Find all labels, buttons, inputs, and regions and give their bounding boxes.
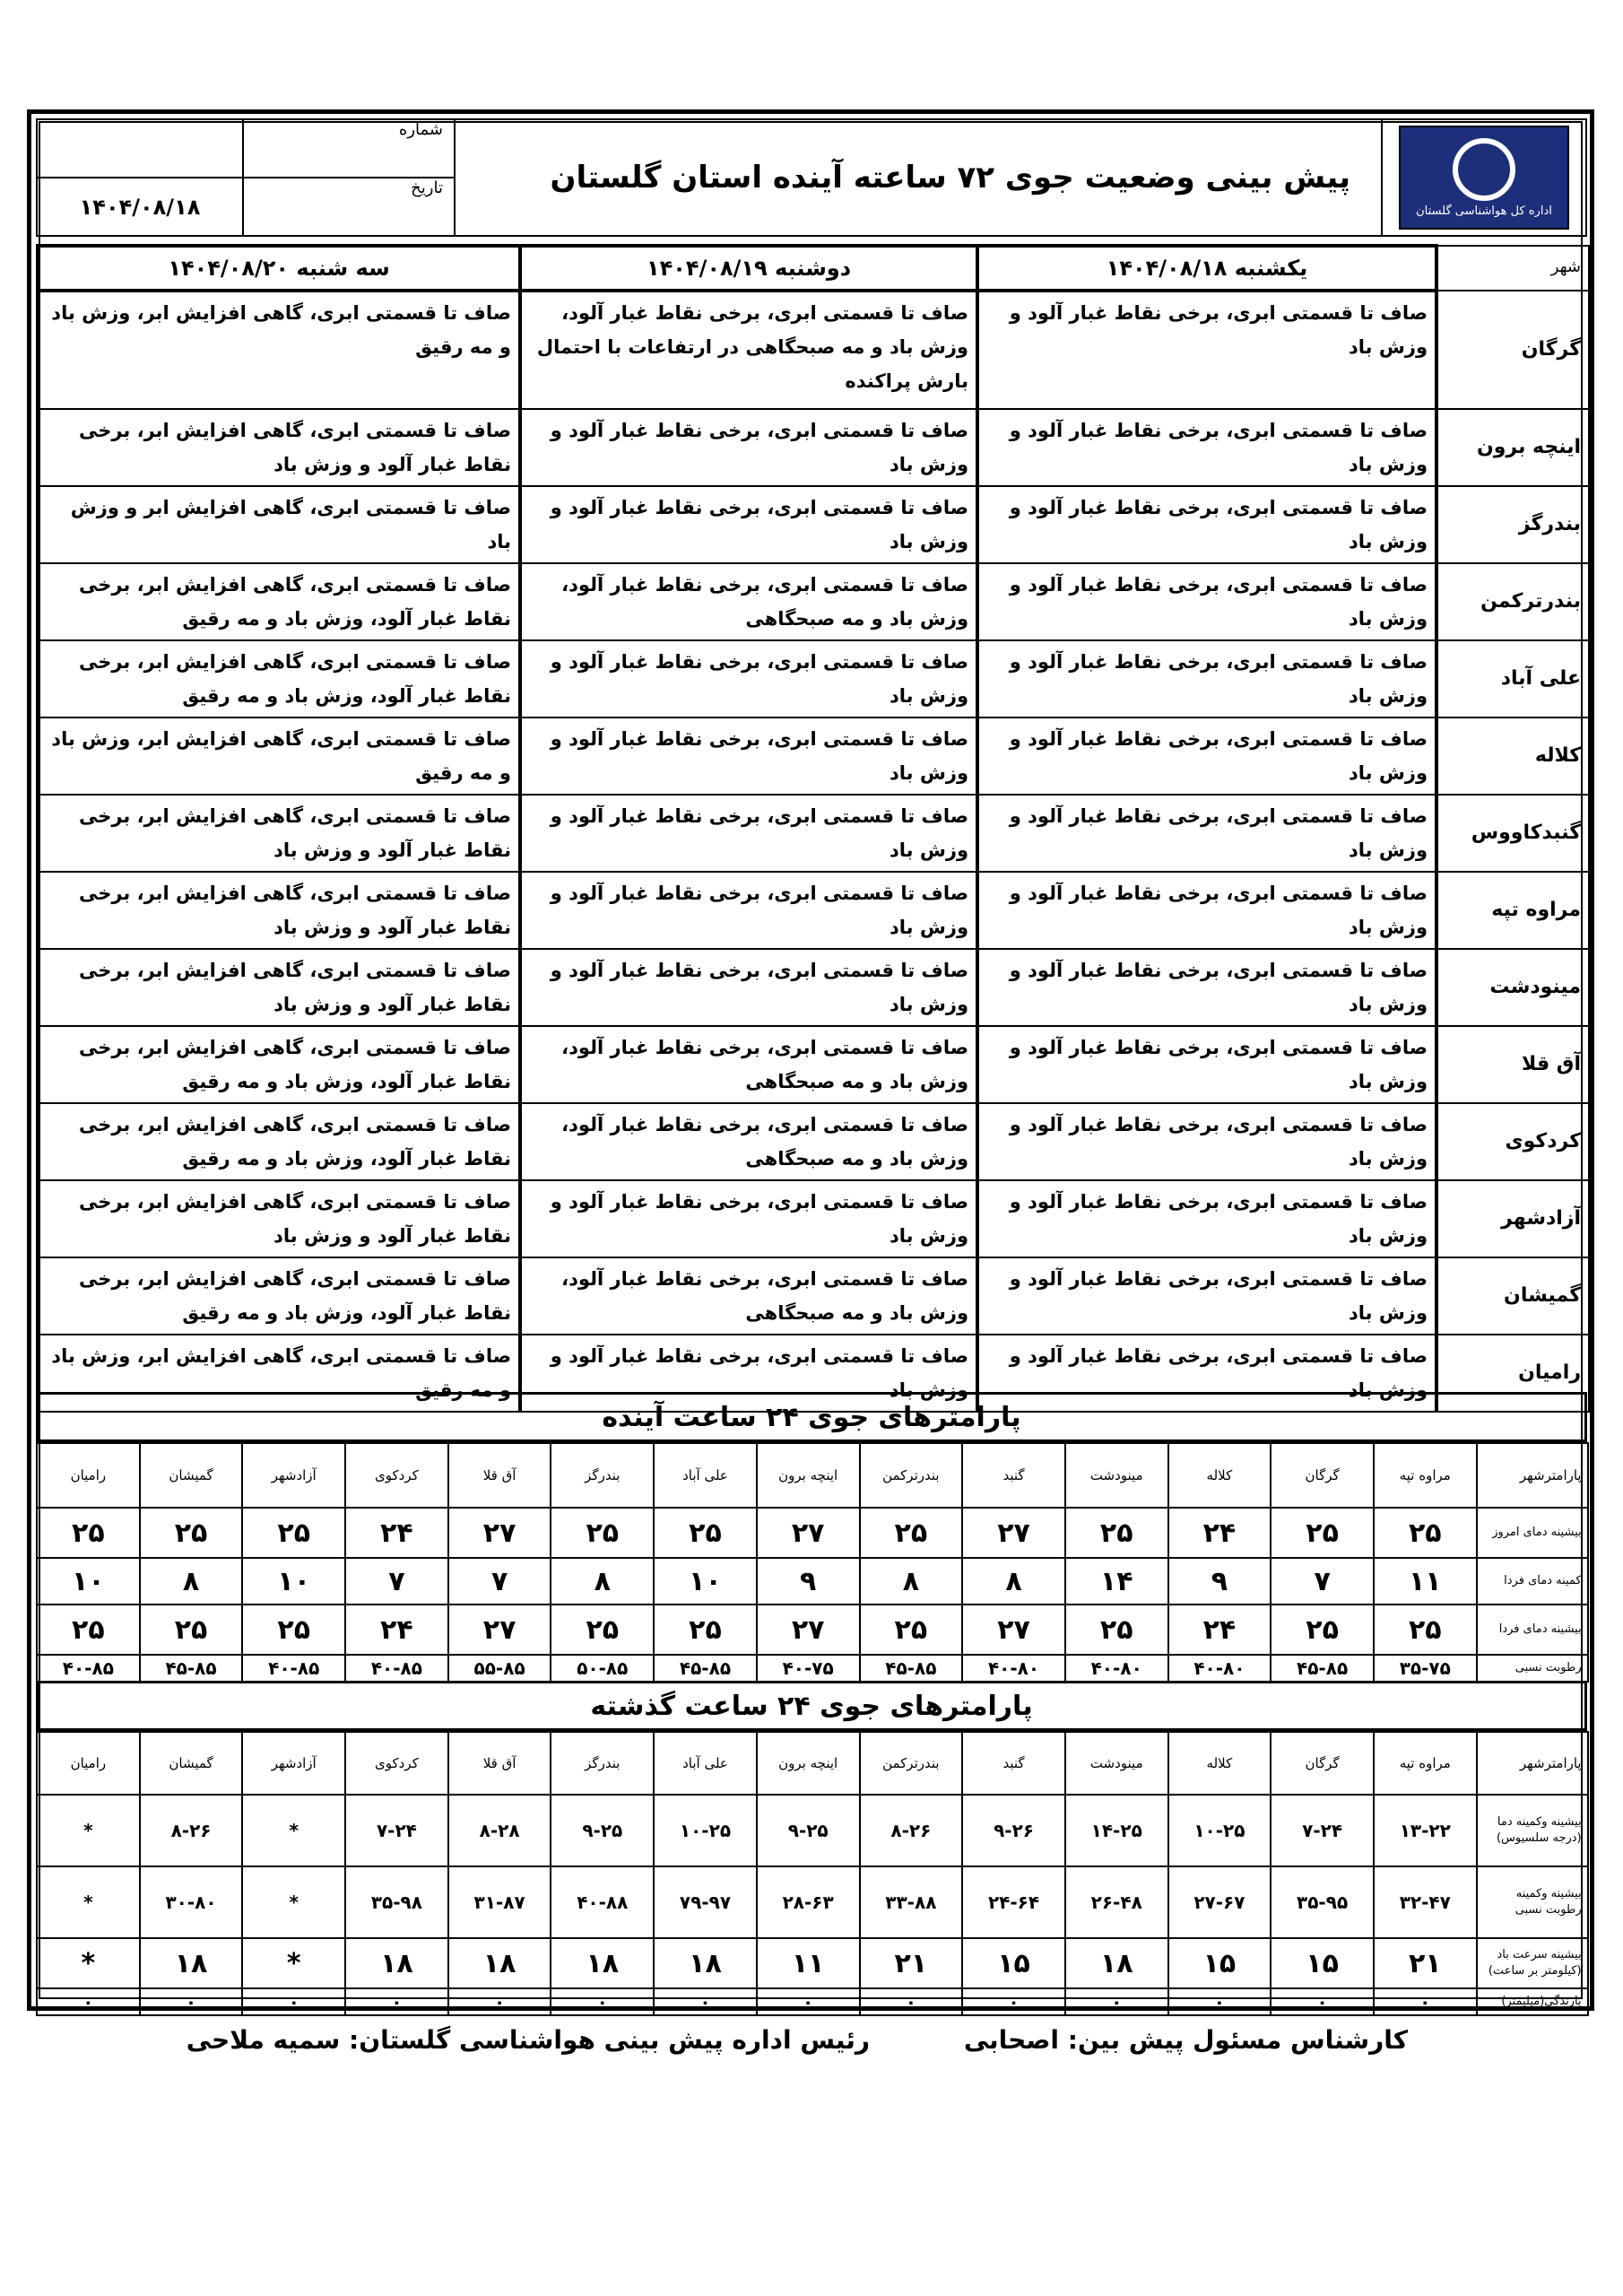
next24-value: ۲۵ [1374, 1605, 1477, 1655]
next24-row [37, 1558, 1588, 1605]
logo-caption: اداره کل هواشناسی گلستان [1416, 204, 1552, 218]
past24-city-header: مراوه تپه [1374, 1732, 1477, 1795]
next24-value: ۴۰-۸۵ [37, 1655, 140, 1682]
forecast-day2: صاف تا قسمتی ابری، برخی نقاط غبار آلود، وزش باد و مه صبحگاهی [520, 1026, 977, 1103]
forecast-day3: صاف تا قسمتی ابری، گاهی افزایش ابر، برخی نقاط غبار آلود و وزش باد [38, 1180, 520, 1257]
past24-city-header: رامیان [37, 1732, 140, 1795]
next24-city-header: بندرگز [551, 1443, 654, 1508]
past24-city-header: آق قلا [448, 1732, 551, 1795]
next24-value: ۳۵-۷۵ [1374, 1655, 1477, 1682]
next24-city-header: بندرترکمن [860, 1443, 963, 1508]
forecast-day1: صاف تا قسمتی ابری، برخی نقاط غبار آلود و وزش باد [977, 409, 1436, 486]
next24-row-label: رطوبت نسبی [1477, 1655, 1588, 1682]
past24-city-header: مینودشت [1065, 1732, 1168, 1795]
past24-city-header: گنبد [962, 1732, 1065, 1795]
next24-city-header: گرگان [1271, 1443, 1374, 1508]
forecast-day3: صاف تا قسمتی ابری، گاهی افزایش ابر، برخی نقاط غبار آلود، وزش باد و مه رقیق [38, 1257, 520, 1335]
next24-row-label: بیشینه دمای فردا [1477, 1605, 1588, 1655]
forecast-city: مینودشت [1436, 949, 1589, 1026]
past24-value: ۷-۲۴ [1271, 1795, 1374, 1866]
forecast-day2: صاف تا قسمتی ابری، برخی نقاط غبار آلود و وزش باد [520, 795, 977, 872]
past24-value: ۰ [37, 1988, 140, 2015]
next24-value: ۸ [962, 1558, 1065, 1605]
past24-value: ۰ [1374, 1988, 1477, 2015]
past24-city-header: کلاله [1168, 1732, 1271, 1795]
past24-value: ۰ [1168, 1988, 1271, 2015]
past24-value: ۰ [1271, 1988, 1374, 2015]
forecast-day3: صاف تا قسمتی ابری، گاهی افزایش ابر، برخی نقاط غبار آلود و وزش باد [38, 795, 520, 872]
forecast-row [38, 1103, 1589, 1180]
next24-value: ۹ [1168, 1558, 1271, 1605]
head-signature: رئیس اداره پیش بینی هواشناسی گلستان: سمیه ملاحی [186, 2025, 870, 2055]
past24-value: ۱۸ [345, 1938, 448, 1988]
next24-table [36, 1442, 1589, 1683]
next24-value: ۴۰-۸۰ [1065, 1655, 1168, 1682]
past24-city-header: اینچه برون [757, 1732, 860, 1795]
past24-value: * [37, 1938, 140, 1988]
next24-value: ۷ [448, 1558, 551, 1605]
next24-value: ۲۷ [757, 1605, 860, 1655]
next24-value: ۸ [860, 1558, 963, 1605]
next24-value: ۲۵ [37, 1605, 140, 1655]
past24-row [37, 1988, 1588, 2015]
next24-value: ۲۴ [345, 1508, 448, 1558]
forecast-city: آق قلا [1436, 1026, 1589, 1103]
next24-value: ۲۵ [551, 1508, 654, 1558]
expert-signature: کارشناس مسئول پیش بین: اصحابی [963, 2025, 1408, 2055]
past24-value: ۱۸ [654, 1938, 757, 1988]
document-header [36, 118, 1587, 237]
past24-value: ۳۲-۴۷ [1374, 1866, 1477, 1938]
forecast-row [38, 718, 1589, 795]
next24-value: ۱۱ [1374, 1558, 1477, 1605]
forecast-day3: صاف تا قسمتی ابری، گاهی افزایش ابر، برخی نقاط غبار آلود، وزش باد و مه رقیق [38, 1103, 520, 1180]
next24-value: ۲۷ [448, 1508, 551, 1558]
next24-city-header: علی آباد [654, 1443, 757, 1508]
forecast-day2: صاف تا قسمتی ابری، برخی نقاط غبار آلود و وزش باد [520, 640, 977, 718]
past24-value: ۱۴-۲۵ [1065, 1795, 1168, 1866]
forecast-city: رامیان [1436, 1335, 1589, 1412]
forecast-day2: صاف تا قسمتی ابری، برخی نقاط غبار آلود، وزش باد و مه صبحگاهی در ارتفاعات با احتمال بارش پراکنده [520, 291, 977, 409]
past24-value: ۰ [345, 1988, 448, 2015]
past24-value: * [242, 1938, 345, 1988]
next24-value: ۹ [757, 1558, 860, 1605]
past24-value: ۳۵-۹۵ [1271, 1866, 1374, 1938]
past24-value: ۲۶-۴۸ [1065, 1866, 1168, 1938]
next24-row [37, 1655, 1588, 1682]
next24-value: ۵۵-۸۵ [448, 1655, 551, 1682]
past24-value: ۷-۲۴ [345, 1795, 448, 1866]
next24-value: ۲۵ [140, 1508, 243, 1558]
past24-value: * [37, 1866, 140, 1938]
next24-value: ۲۷ [962, 1605, 1065, 1655]
past24-city-header: گرگان [1271, 1732, 1374, 1795]
next24-header-label: پارامترشهر [1477, 1443, 1588, 1508]
day-header-2: دوشنبه ۱۴۰۴/۰۸/۱۹ [520, 246, 977, 291]
forecast-row [38, 1257, 1589, 1335]
forecast-day3: صاف تا قسمتی ابری، گاهی افزایش ابر، برخی نقاط غبار آلود، وزش باد و مه رقیق [38, 1026, 520, 1103]
forecast-day3: صاف تا قسمتی ابری، گاهی افزایش ابر و وزش باد [38, 486, 520, 563]
past24-value: ۱۰-۲۵ [1168, 1795, 1271, 1866]
forecast-city: کلاله [1436, 718, 1589, 795]
next24-value: ۲۵ [1065, 1605, 1168, 1655]
day-header-1: یکشنبه ۱۴۰۴/۰۸/۱۸ [977, 246, 1436, 291]
past24-value: ۹-۲۵ [551, 1795, 654, 1866]
number-label: شماره [243, 119, 455, 178]
past24-value: ۱۱ [757, 1938, 860, 1988]
forecast-day1: صاف تا قسمتی ابری، برخی نقاط غبار آلود و وزش باد [977, 1103, 1436, 1180]
past24-value: ۸-۲۸ [448, 1795, 551, 1866]
forecast-day3: صاف تا قسمتی ابری، گاهی افزایش ابر، برخی نقاط غبار آلود و وزش باد [38, 409, 520, 486]
past24-row [37, 1938, 1588, 1988]
forecast-row [38, 563, 1589, 640]
past24-header-label: پارامترشهر [1477, 1732, 1588, 1795]
next24-value: ۲۵ [551, 1605, 654, 1655]
logo-cell [1382, 119, 1586, 236]
forecast-city: گمیشان [1436, 1257, 1589, 1335]
forecast-city: مراوه تپه [1436, 872, 1589, 949]
forecast-day1: صاف تا قسمتی ابری، برخی نقاط غبار آلود و وزش باد [977, 291, 1436, 409]
next24-row-label: کمینه دمای فردا [1477, 1558, 1588, 1605]
forecast-day2: صاف تا قسمتی ابری، برخی نقاط غبار آلود و وزش باد [520, 1180, 977, 1257]
next24-row [37, 1508, 1588, 1558]
forecast-day1: صاف تا قسمتی ابری، برخی نقاط غبار آلود و وزش باد [977, 718, 1436, 795]
next24-title: پارامترهای جوی ۲۴ ساعت آینده [36, 1392, 1587, 1442]
forecast-day1: صاف تا قسمتی ابری، برخی نقاط غبار آلود و وزش باد [977, 949, 1436, 1026]
logo-emblem-icon [1453, 138, 1515, 201]
past24-table [36, 1731, 1589, 2016]
forecast-day2: صاف تا قسمتی ابری، برخی نقاط غبار آلود، وزش باد و مه صبحگاهی [520, 563, 977, 640]
past24-value: ۱۳-۲۲ [1374, 1795, 1477, 1866]
forecast-day1: صاف تا قسمتی ابری، برخی نقاط غبار آلود و وزش باد [977, 872, 1436, 949]
next24-value: ۲۷ [757, 1508, 860, 1558]
next24-value: ۴۵-۸۵ [654, 1655, 757, 1682]
next24-value: ۲۴ [345, 1605, 448, 1655]
forecast-day3: صاف تا قسمتی ابری، گاهی افزایش ابر، برخی نقاط غبار آلود، وزش باد و مه رقیق [38, 563, 520, 640]
forecast-row [38, 291, 1589, 409]
forecast-row [38, 640, 1589, 718]
next24-value: ۷ [345, 1558, 448, 1605]
next24-value: ۲۵ [37, 1508, 140, 1558]
next24-value: ۲۵ [654, 1508, 757, 1558]
next24-value: ۲۵ [1271, 1508, 1374, 1558]
next24-value: ۸ [140, 1558, 243, 1605]
next24-value: ۵۰-۸۵ [551, 1655, 654, 1682]
forecast-day2: صاف تا قسمتی ابری، برخی نقاط غبار آلود و وزش باد [520, 872, 977, 949]
forecast-day1: صاف تا قسمتی ابری، برخی نقاط غبار آلود و وزش باد [977, 563, 1436, 640]
forecast-city: آزادشهر [1436, 1180, 1589, 1257]
city-column-header: شهر [1436, 246, 1589, 291]
next24-value: ۴۰-۷۵ [757, 1655, 860, 1682]
forecast-city: گنبدکاووس [1436, 795, 1589, 872]
next24-row-label: بیشینه دمای امروز [1477, 1508, 1588, 1558]
forecast-day2: صاف تا قسمتی ابری، برخی نقاط غبار آلود، وزش باد و مه صبحگاهی [520, 1257, 977, 1335]
past24-value: ۹-۲۶ [962, 1795, 1065, 1866]
date-value: ۱۴۰۴/۰۸/۱۸ [37, 178, 243, 236]
next24-value: ۲۵ [242, 1508, 345, 1558]
forecast-day1: صاف تا قسمتی ابری، برخی نقاط غبار آلود و وزش باد [977, 1180, 1436, 1257]
past24-city-header: بندرترکمن [860, 1732, 963, 1795]
past24-city-header: آزادشهر [242, 1732, 345, 1795]
past24-row-label: بیشینه وکمینه رطوبت نسبی [1477, 1866, 1588, 1938]
forecast-row [38, 872, 1589, 949]
past24-value: ۰ [1065, 1988, 1168, 2015]
next24-row [37, 1605, 1588, 1655]
next24-city-header: مینودشت [1065, 1443, 1168, 1508]
next24-value: ۲۵ [654, 1605, 757, 1655]
past24-row [37, 1795, 1588, 1866]
past24-row [37, 1866, 1588, 1938]
past24-value: ۰ [962, 1988, 1065, 2015]
past24-value: * [37, 1795, 140, 1866]
past24-row-label: بارندگی(میلیمتر) [1477, 1988, 1588, 2015]
next24-value: ۲۵ [860, 1508, 963, 1558]
forecast-row [38, 949, 1589, 1026]
next24-value: ۲۵ [1065, 1508, 1168, 1558]
forecast-city: علی آباد [1436, 640, 1589, 718]
forecast-day1: صاف تا قسمتی ابری، برخی نقاط غبار آلود و وزش باد [977, 1257, 1436, 1335]
forecast-day2: صاف تا قسمتی ابری، برخی نقاط غبار آلود و وزش باد [520, 718, 977, 795]
forecast-day1: صاف تا قسمتی ابری، برخی نقاط غبار آلود و وزش باد [977, 1335, 1436, 1412]
forecast-day2: صاف تا قسمتی ابری، برخی نقاط غبار آلود و وزش باد [520, 486, 977, 563]
next24-value: ۲۵ [242, 1605, 345, 1655]
forecast-table [36, 244, 1590, 1413]
past24-city-header: بندرگز [551, 1732, 654, 1795]
next24-city-header: کلاله [1168, 1443, 1271, 1508]
next24-value: ۱۰ [37, 1558, 140, 1605]
past24-city-header: کردکوی [345, 1732, 448, 1795]
forecast-city: گرگان [1436, 291, 1589, 409]
next24-value: ۱۴ [1065, 1558, 1168, 1605]
forecast-row [38, 1180, 1589, 1257]
past24-value: ۰ [757, 1988, 860, 2015]
forecast-day2: صاف تا قسمتی ابری، برخی نقاط غبار آلود و وزش باد [520, 1335, 977, 1412]
next24-value: ۴۰-۸۰ [1168, 1655, 1271, 1682]
past24-value: ۲۱ [860, 1938, 963, 1988]
past24-value: ۰ [654, 1988, 757, 2015]
forecast-day2: صاف تا قسمتی ابری، برخی نقاط غبار آلود و وزش باد [520, 409, 977, 486]
forecast-row [38, 486, 1589, 563]
past24-value: ۰ [860, 1988, 963, 2015]
forecast-day1: صاف تا قسمتی ابری، برخی نقاط غبار آلود و وزش باد [977, 486, 1436, 563]
past24-value: * [242, 1866, 345, 1938]
past24-value: ۱۵ [1168, 1938, 1271, 1988]
past24-header-row [37, 1732, 1588, 1795]
past24-value: ۱۸ [1065, 1938, 1168, 1988]
forecast-row [38, 1026, 1589, 1103]
forecast-day3: صاف تا قسمتی ابری، گاهی افزایش ابر، وزش باد و مه رقیق [38, 291, 520, 409]
next24-value: ۲۴ [1168, 1508, 1271, 1558]
next24-city-header: گمیشان [140, 1443, 243, 1508]
next24-value: ۲۵ [1374, 1508, 1477, 1558]
forecast-city: کردکوی [1436, 1103, 1589, 1180]
next24-city-header: آزادشهر [242, 1443, 345, 1508]
forecast-day1: صاف تا قسمتی ابری، برخی نقاط غبار آلود و وزش باد [977, 795, 1436, 872]
next24-value: ۸ [551, 1558, 654, 1605]
next24-city-header: مراوه تپه [1374, 1443, 1477, 1508]
forecast-day3: صاف تا قسمتی ابری، گاهی افزایش ابر، وزش باد و مه رقیق [38, 1335, 520, 1412]
next24-value: ۲۴ [1168, 1605, 1271, 1655]
date-label: تاریخ [243, 178, 455, 236]
forecast-day1: صاف تا قسمتی ابری، برخی نقاط غبار آلود و وزش باد [977, 1026, 1436, 1103]
past24-value: ۲۸-۶۳ [757, 1866, 860, 1938]
past24-value: ۳۵-۹۸ [345, 1866, 448, 1938]
next24-value: ۴۰-۸۵ [345, 1655, 448, 1682]
forecast-day3: صاف تا قسمتی ابری، گاهی افزایش ابر، برخی نقاط غبار آلود، وزش باد و مه رقیق [38, 640, 520, 718]
past24-value: ۳۰-۸۰ [140, 1866, 243, 1938]
past24-value: ۲۴-۶۴ [962, 1866, 1065, 1938]
next24-value: ۲۷ [962, 1508, 1065, 1558]
next24-value: ۷ [1271, 1558, 1374, 1605]
forecast-day1: صاف تا قسمتی ابری، برخی نقاط غبار آلود و وزش باد [977, 640, 1436, 718]
past24-value: ۸-۲۶ [140, 1795, 243, 1866]
forecast-header-row [38, 246, 1589, 291]
past24-value: ۱۸ [140, 1938, 243, 1988]
past24-value: ۸-۲۶ [860, 1795, 963, 1866]
next24-value: ۴۵-۸۵ [140, 1655, 243, 1682]
past24-row-label: بیشینه وکمینه دما (درجه سلسیوس) [1477, 1795, 1588, 1866]
next24-value: ۲۵ [140, 1605, 243, 1655]
past24-city-header: علی آباد [654, 1732, 757, 1795]
number-value [37, 119, 243, 178]
past24-city-header: گمیشان [140, 1732, 243, 1795]
past24-value: ۹-۲۵ [757, 1795, 860, 1866]
next24-value: ۱۰ [242, 1558, 345, 1605]
past24-value: ۳۳-۸۸ [860, 1866, 963, 1938]
next24-city-header: اینچه برون [757, 1443, 860, 1508]
next24-value: ۴۵-۸۵ [1271, 1655, 1374, 1682]
forecast-city: بندرترکمن [1436, 563, 1589, 640]
forecast-city: بندرگز [1436, 486, 1589, 563]
past24-value: ۳۱-۸۷ [448, 1866, 551, 1938]
past24-title: پارامترهای جوی ۲۴ ساعت گذشته [36, 1681, 1587, 1731]
forecast-day2: صاف تا قسمتی ابری، برخی نقاط غبار آلود و وزش باد [520, 949, 977, 1026]
next24-header-row [37, 1443, 1588, 1508]
past24-value: ۰ [140, 1988, 243, 2015]
next24-value: ۴۵-۸۵ [860, 1655, 963, 1682]
next24-value: ۴۰-۸۵ [242, 1655, 345, 1682]
forecast-day3: صاف تا قسمتی ابری، گاهی افزایش ابر، وزش باد و مه رقیق [38, 718, 520, 795]
forecast-row [38, 795, 1589, 872]
past24-value: ۱۸ [448, 1938, 551, 1988]
next24-city-header: آق قلا [448, 1443, 551, 1508]
next24-city-header: کردکوی [345, 1443, 448, 1508]
past24-value: ۱۰-۲۵ [654, 1795, 757, 1866]
meteorological-logo [1399, 126, 1569, 230]
past24-value: ۷۹-۹۷ [654, 1866, 757, 1938]
forecast-day2: صاف تا قسمتی ابری، برخی نقاط غبار آلود، وزش باد و مه صبحگاهی [520, 1103, 977, 1180]
forecast-city: اینچه برون [1436, 409, 1589, 486]
next24-value: ۲۷ [448, 1605, 551, 1655]
next24-value: ۱۰ [654, 1558, 757, 1605]
forecast-row [38, 409, 1589, 486]
forecast-day3: صاف تا قسمتی ابری، گاهی افزایش ابر، برخی نقاط غبار آلود و وزش باد [38, 949, 520, 1026]
past24-value: * [242, 1795, 345, 1866]
past24-value: ۲۷-۶۷ [1168, 1866, 1271, 1938]
past24-value: ۱۵ [962, 1938, 1065, 1988]
past24-value: ۰ [448, 1988, 551, 2015]
past24-value: ۰ [551, 1988, 654, 2015]
next24-value: ۲۵ [1271, 1605, 1374, 1655]
document-title: پیش بینی وضعیت جوی ۷۲ ساعته آینده استان گلستان [455, 119, 1382, 236]
past24-value: ۰ [242, 1988, 345, 2015]
past24-value: ۱۵ [1271, 1938, 1374, 1988]
past24-value: ۱۸ [551, 1938, 654, 1988]
next24-city-header: رامیان [37, 1443, 140, 1508]
next24-value: ۴۰-۸۰ [962, 1655, 1065, 1682]
past24-value: ۲۱ [1374, 1938, 1477, 1988]
past24-row-label: بیشینه سرعت باد (کیلومتر بر ساعت) [1477, 1938, 1588, 1988]
forecast-day3: صاف تا قسمتی ابری، گاهی افزایش ابر، برخی نقاط غبار آلود و وزش باد [38, 872, 520, 949]
next24-city-header: گنبد [962, 1443, 1065, 1508]
past24-value: ۴۰-۸۸ [551, 1866, 654, 1938]
day-header-3: سه شنبه ۱۴۰۴/۰۸/۲۰ [38, 246, 520, 291]
next24-value: ۲۵ [860, 1605, 963, 1655]
